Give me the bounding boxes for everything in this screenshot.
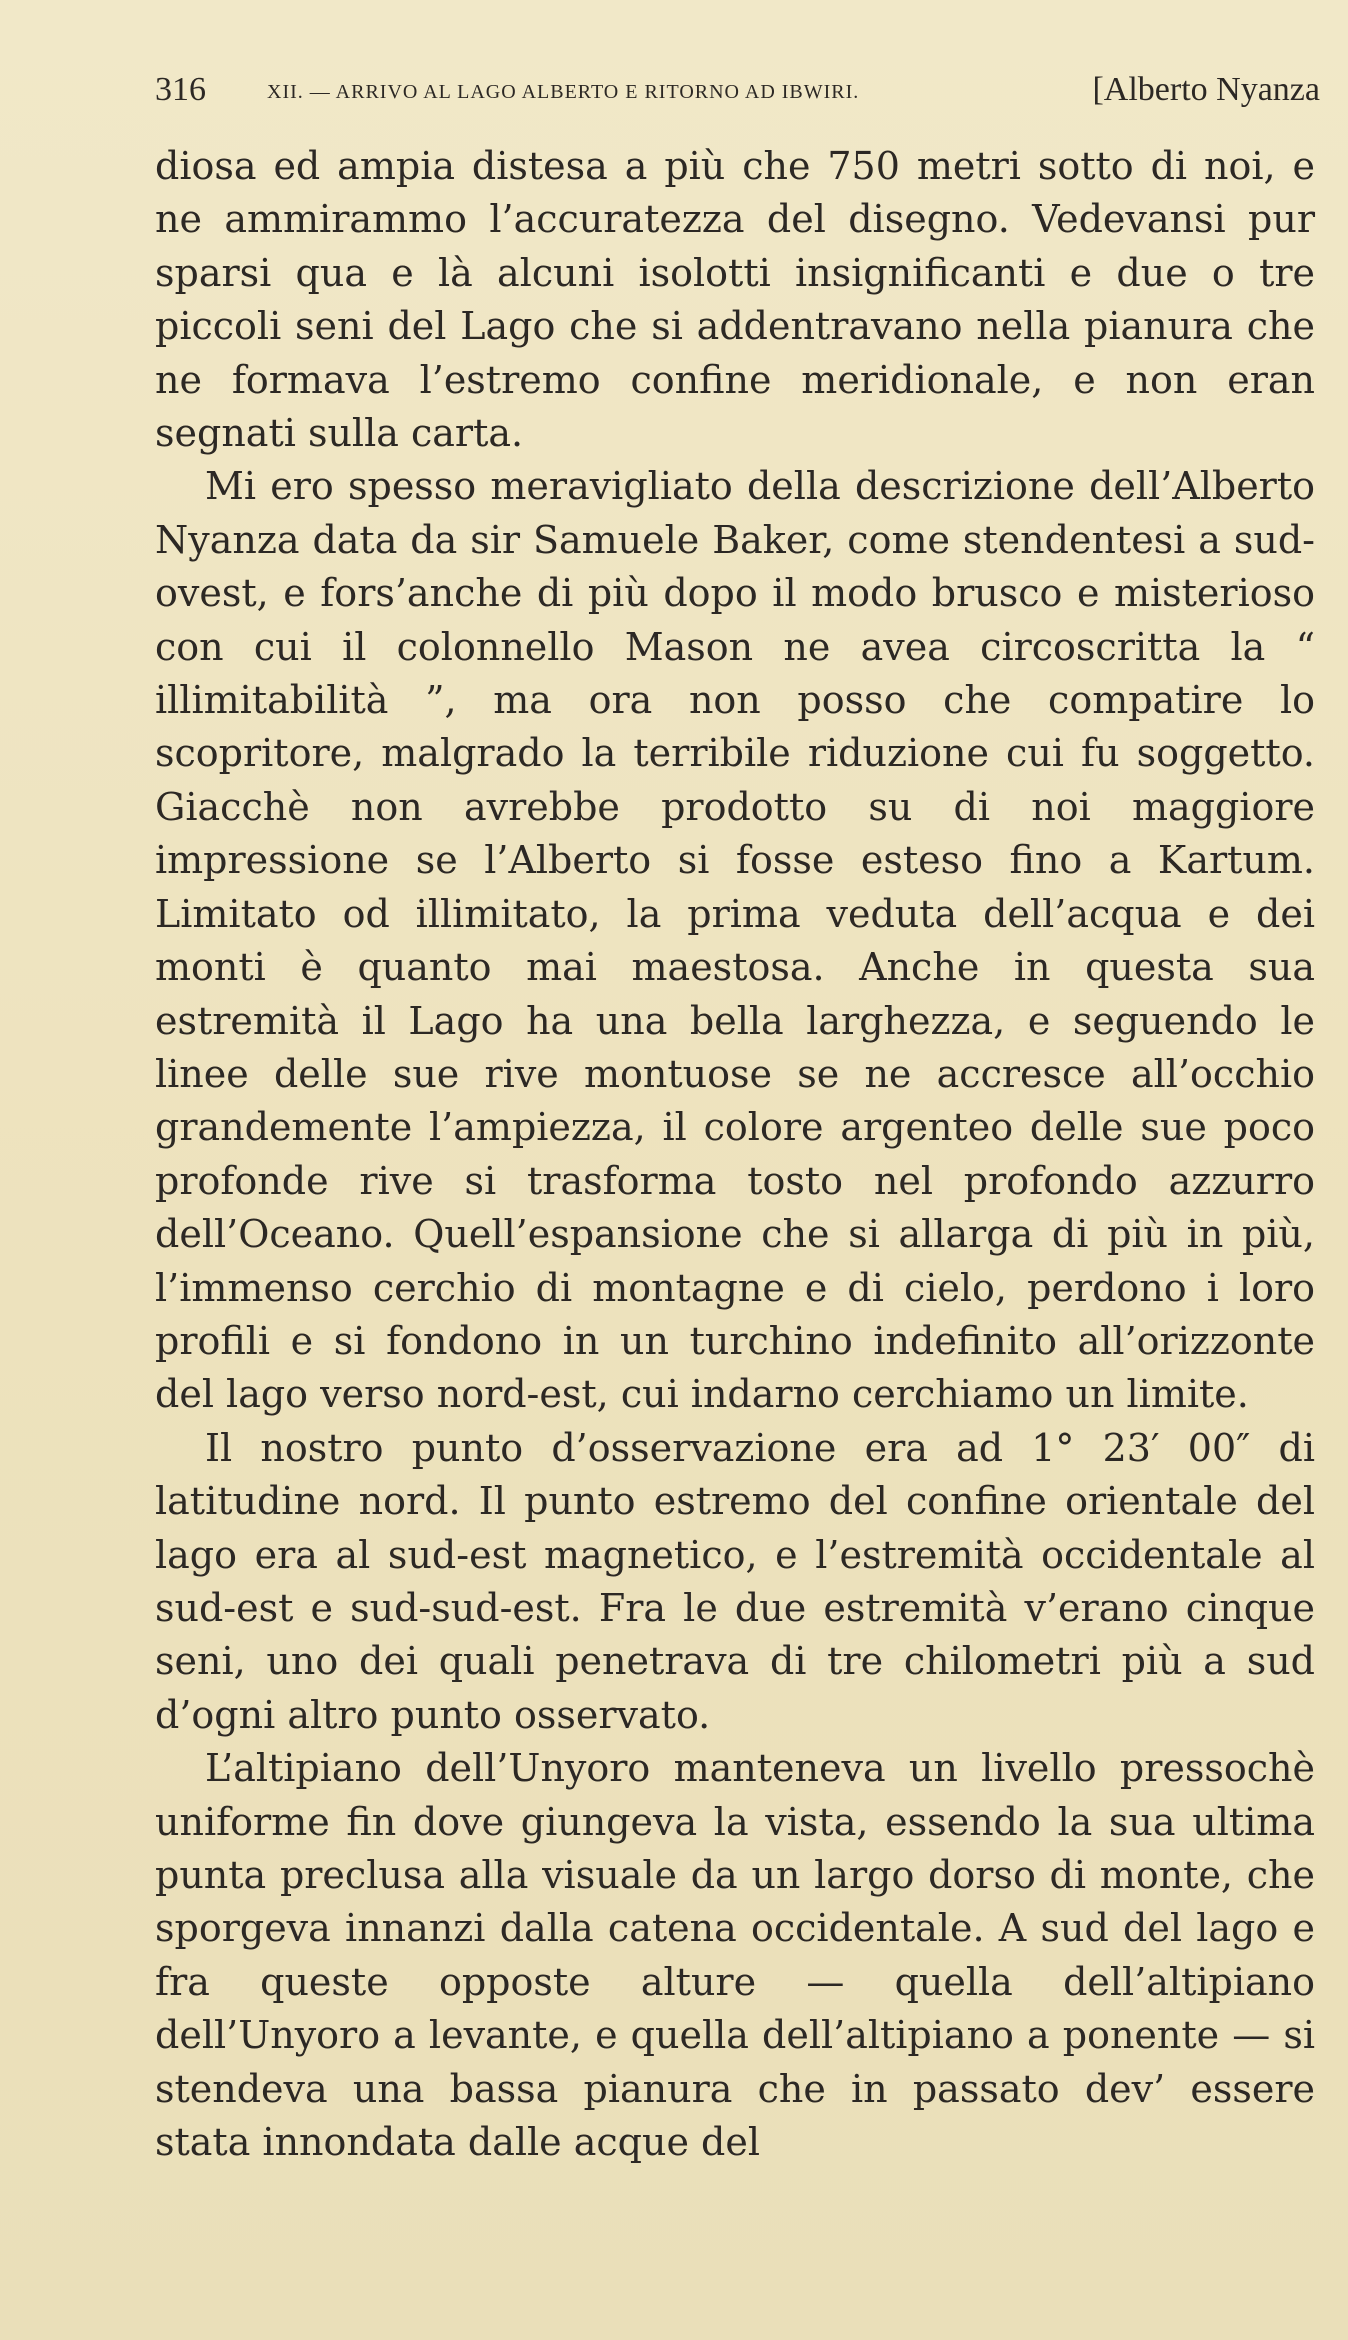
page-header bbox=[155, 62, 1320, 118]
paragraph-observation-point: Il nostro punto d’osservazione era ad 1° 23′ 00″ di latitudine nord. Il punto estremo del confine orientale del lago era al sud-est magnetico, e l’estremità occidentale al sud-est e sud-sud-est. Fra le due estremità v’erano cinque seni, uno dei quali penetrava di tre chilometri più a sud d’ogni altro punto osservato. bbox=[155, 1425, 1315, 1737]
section-tag: [Alberto Nyanza bbox=[1092, 71, 1320, 108]
body-text bbox=[155, 140, 1315, 2169]
paragraph-unyoro-plateau: L’altipiano dell’Unyoro manteneva un livello pressochè uniforme fin dove giungeva la vista, essendo la sua ultima punta preclusa alla visuale da un largo dorso di monte, che sporgeva innanzi dalla catena occidentale. A sud del lago e fra queste opposte alture — quella dell’altipiano dell’Unyoro a levante, e quella dell’altipiano a ponente — si stendeva una bassa pianura che in passato dev’ essere stata innondata dalle acque del bbox=[155, 1746, 1315, 2165]
page-number: 316 bbox=[155, 71, 206, 108]
running-head: XII. — ARRIVO AL LAGO ALBERTO E RITORNO AD IBWIRI. bbox=[267, 81, 860, 103]
paragraph-baker-description: Mi ero spesso meravigliato della descrizione dell’Alberto Nyanza data da sir Samuele Baker, come stendentesi a sud-ovest, e fors’anche di più dopo il modo brusco e misterioso con cui il colonnello Mason ne avea circoscritta la “ illimitabilità ”, ma ora non posso che compatire lo scopritore, malgrado la terribile riduzione cui fu soggetto. Giacchè non avrebbe prodotto su di noi maggiore impressione se l’Alberto si fosse esteso fino a Kartum. Limitato od illimitato, la prima veduta dell’acqua e dei monti è quanto mai maestosa. Anche in questa sua estremità il Lago ha una bella larghezza, e seguendo le linee delle sue rive montuose se ne accresce all’occhio grandemente l’ampiezza, il colore argenteo delle sue poco profonde rive si trasforma tosto nel profondo azzurro dell’Oceano. Quell’espansione che si allarga di più in più, l’immenso cerchio di montagne e di cielo, perdono i loro profili e si fondono in un turchino indefinito all’orizzonte del lago verso nord-est, cui indarno cerchiamo un limite. bbox=[155, 464, 1315, 1417]
paragraph-continuation: diosa ed ampia distesa a più che 750 metri sotto di noi, e ne ammirammo l’accuratezza del disegno. Vedevansi pur sparsi qua e là alcuni isolotti insignificanti e due o tre piccoli seni del Lago che si addentravano nella pianura che ne formava l’estremo confine meridionale, e non eran segnati sulla carta. bbox=[155, 144, 1315, 456]
